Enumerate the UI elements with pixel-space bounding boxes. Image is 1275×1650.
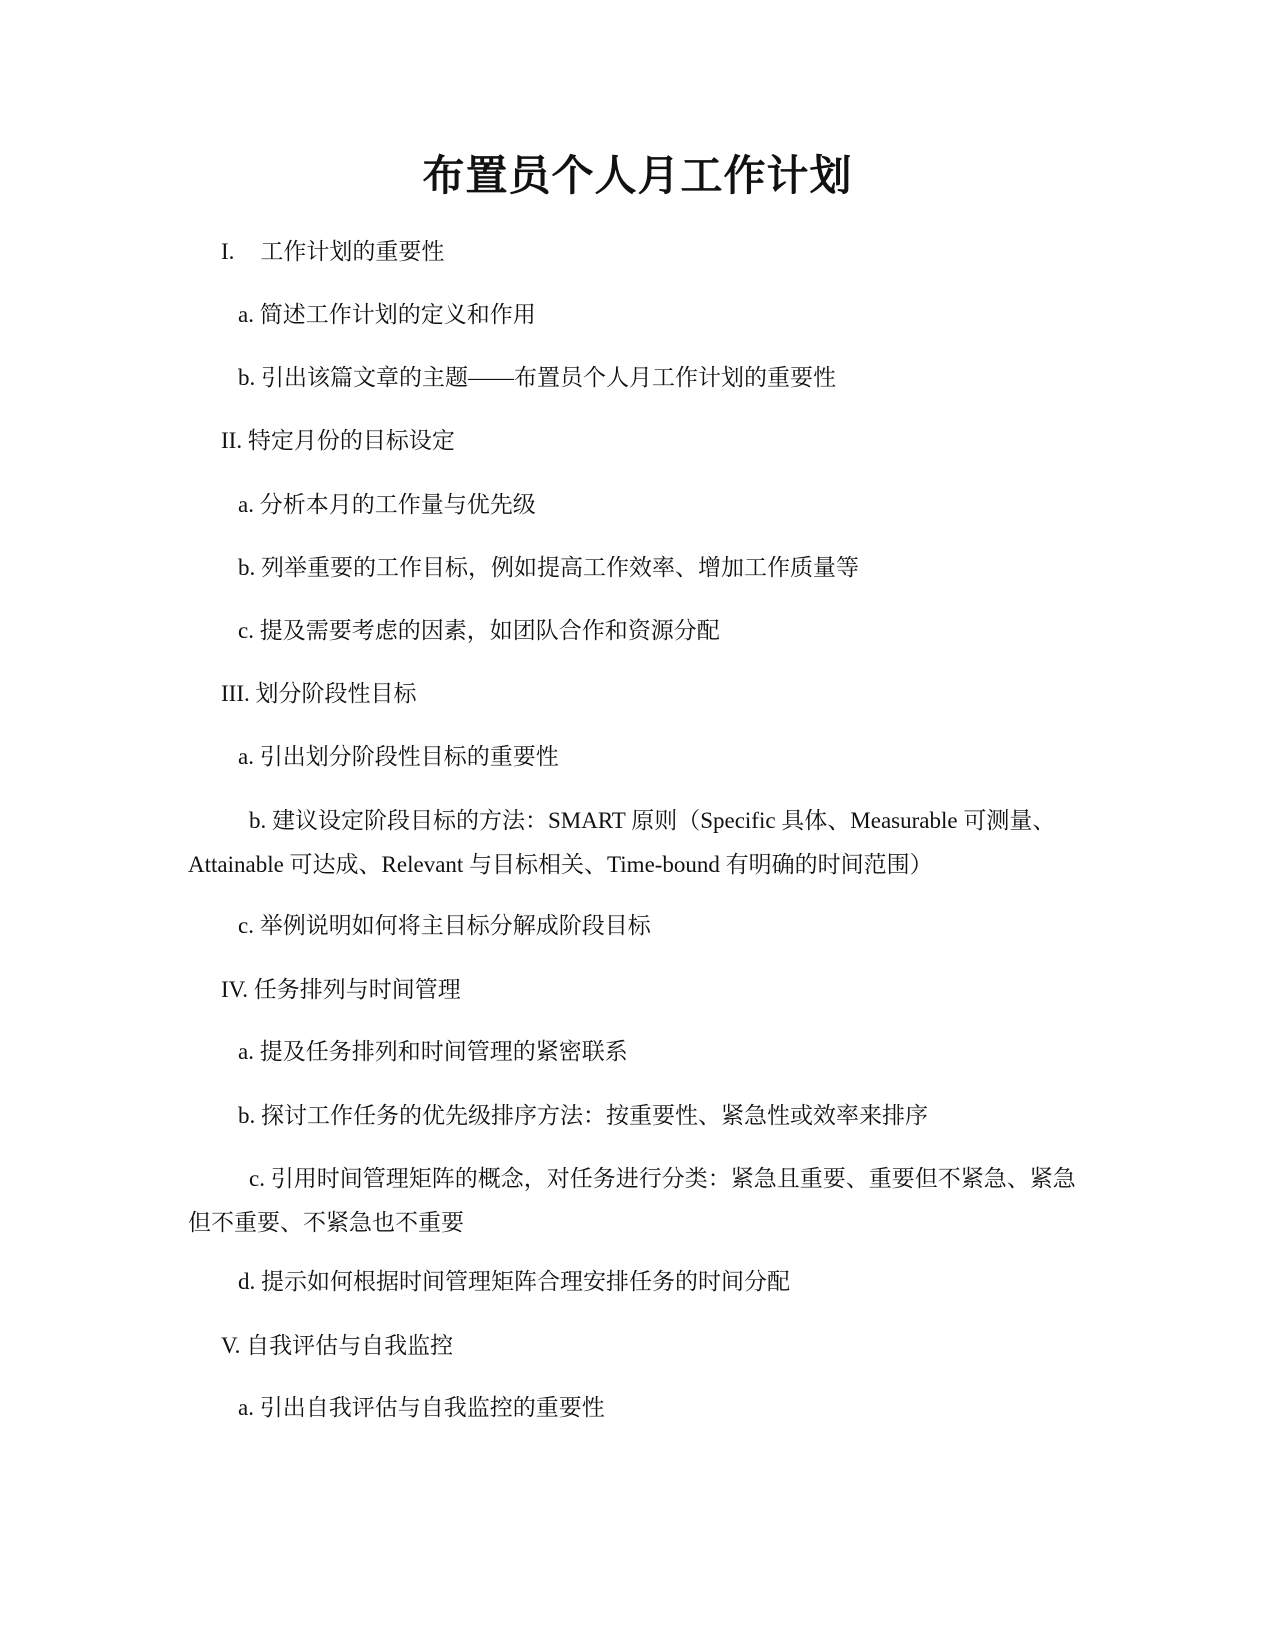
section-heading-5: V. 自我评估与自我监控 — [221, 1333, 454, 1358]
section-heading-2: II. 特定月份的目标设定 — [221, 428, 455, 453]
outline-item-4c: c. 引用时间管理矩阵的概念，对任务进行分类：紧急且重要、重要但不紧急、紧急但不重要、不紧急也不重要 — [188, 1166, 1076, 1235]
section-heading-4: IV. 任务排列与时间管理 — [221, 977, 461, 1002]
section-title: 工作计划的重要性 — [260, 239, 445, 264]
outline-item-1b: b. 引出该篇文章的主题——布置员个人月工作计划的重要性 — [238, 365, 836, 390]
outline-item-2b: b. 列举重要的工作目标，例如提高工作效率、增加工作质量等 — [238, 555, 859, 580]
outline-item-2c: c. 提及需要考虑的因素，如团队合作和资源分配 — [238, 618, 720, 643]
outline-item-4a: a. 提及任务排列和时间管理的紧密联系 — [238, 1039, 628, 1064]
outline-item-4b: b. 探讨工作任务的优先级排序方法：按重要性、紧急性或效率来排序 — [238, 1103, 928, 1128]
outline-item-3b: b. 建议设定阶段目标的方法：SMART 原则（Specific 具体、Measurable 可测量、Attainable 可达成、Relevant 与目标相关、Time-bound 有明确的时间范围） — [188, 808, 1056, 877]
section-number: I. — [221, 239, 235, 264]
outline-item-3c: c. 举例说明如何将主目标分解成阶段目标 — [238, 913, 651, 938]
outline-item-3a: a. 引出划分阶段性目标的重要性 — [238, 744, 559, 769]
outline-item-2a: a. 分析本月的工作量与优先级 — [238, 492, 536, 517]
document-title: 布置员个人月工作计划 — [422, 151, 853, 200]
outline-item-1a: a. 简述工作计划的定义和作用 — [238, 302, 536, 327]
section-heading-3: III. 划分阶段性目标 — [221, 681, 417, 706]
section-heading-1 — [221, 237, 444, 267]
outline-item-4d: d. 提示如何根据时间管理矩阵合理安排任务的时间分配 — [238, 1269, 790, 1294]
outline-item-5a: a. 引出自我评估与自我监控的重要性 — [238, 1395, 605, 1420]
